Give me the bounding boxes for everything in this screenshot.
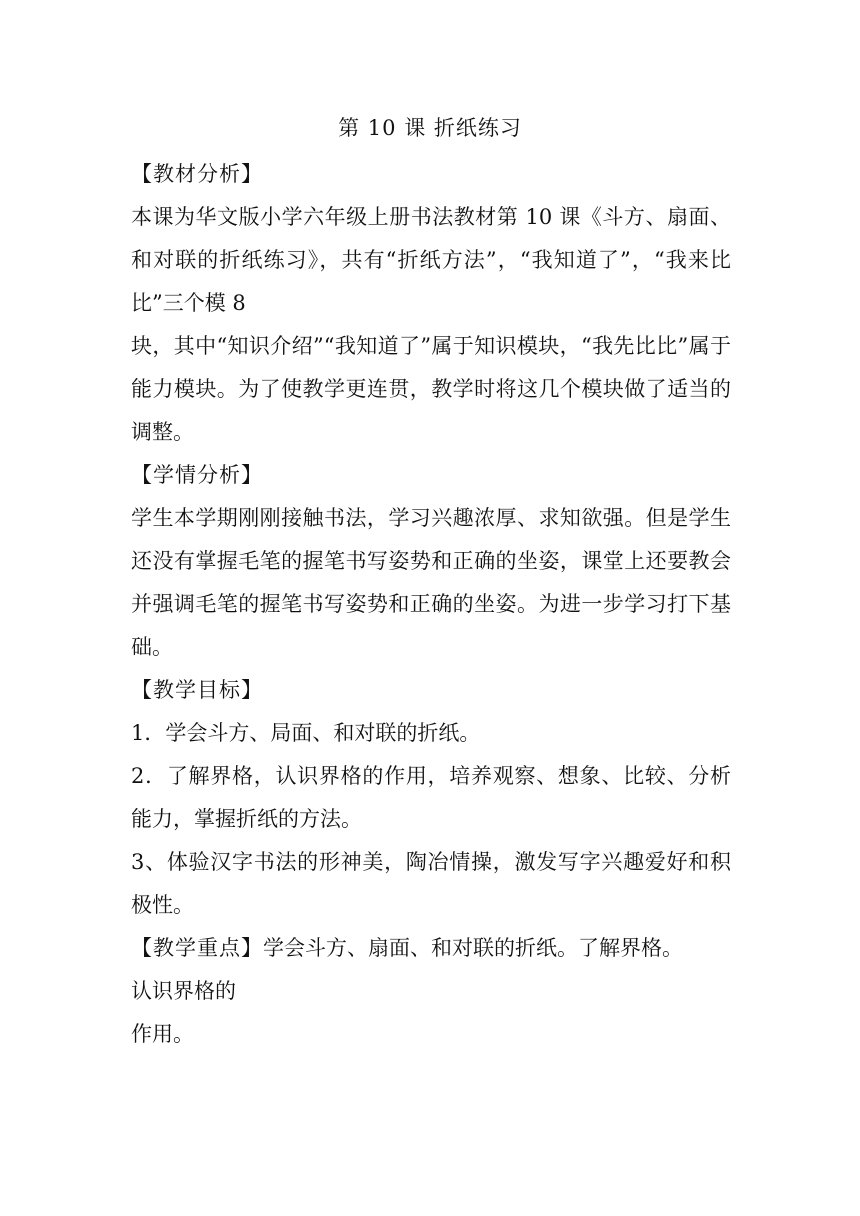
- paragraph: 认识界格的: [131, 979, 236, 1003]
- paragraph: 作用。: [131, 1022, 194, 1046]
- document-body: [131, 153, 731, 1056]
- list-item: 1．学会斗方、局面、和对联的折纸。: [131, 721, 481, 745]
- list-item: 2．了解界格，认识界格的作用，培养观察、想象、比较、分析能力，掌握折纸的方法。: [131, 764, 731, 831]
- teaching-focus-text: 学会斗方、扇面、和对联的折纸。了解界格。: [263, 936, 683, 960]
- page-title: 第 10 课 折纸练习: [338, 116, 522, 140]
- section-heading-textbook-analysis: 【教材分析】: [131, 162, 263, 186]
- section-heading-teaching-focus: 【教学重点】: [131, 936, 263, 960]
- section-heading-student-analysis: 【学情分析】: [131, 463, 263, 487]
- section-heading-teaching-goals: 【教学目标】: [131, 678, 263, 702]
- paragraph: 块，其中“知识介绍”“我知道了”属于知识模块，“我先比比”属于能力模块。为了使教学更连贯，教学时将这几个模块做了适当的调整。: [131, 334, 731, 444]
- paragraph: 本课为华文版小学六年级上册书法教材第 10 课《斗方、扇面、和对联的折纸练习》，共有“折纸方法”，“我知道了”，“我来比比”三个模 8: [131, 205, 731, 315]
- teaching-focus-line: [131, 927, 731, 970]
- list-item: 3、体验汉字书法的形神美，陶冶情操，激发写字兴趣爱好和积极性。: [131, 850, 731, 917]
- paragraph: 学生本学期刚刚接触书法，学习兴趣浓厚、求知欲强。但是学生还没有掌握毛笔的握笔书写姿势和正确的坐姿，课堂上还要教会并强调毛笔的握笔书写姿势和正确的坐姿。为进一步学习打下基础。: [131, 506, 731, 659]
